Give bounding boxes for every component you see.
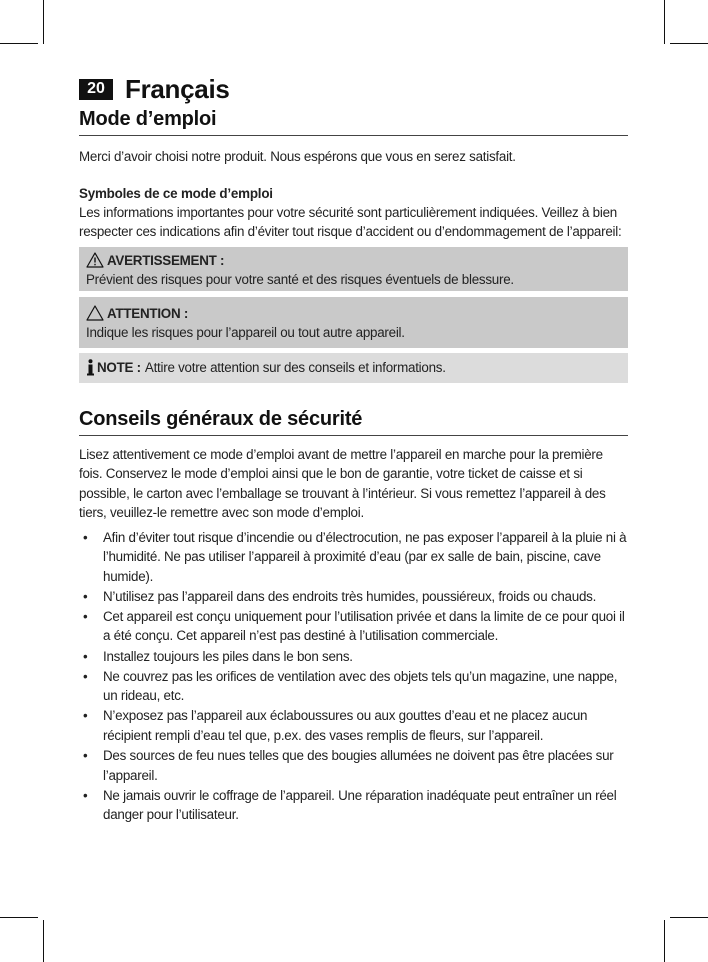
note-label: NOTE : bbox=[97, 359, 141, 375]
bullet-marker: • bbox=[83, 787, 88, 803]
crop-mark bbox=[43, 0, 44, 44]
bullet-marker: • bbox=[83, 668, 88, 684]
page-number: 20 bbox=[79, 79, 113, 100]
bullet-marker: • bbox=[83, 529, 88, 545]
intro-text: Merci d’avoir choisi notre produit. Nous espérons que vous en serez satisfait. bbox=[79, 149, 516, 164]
warning-text: Prévient des risques pour votre santé et des risques éventuels de blessure. bbox=[86, 272, 514, 287]
note-text: Attire votre attention sur des conseils et informations. bbox=[144, 359, 446, 375]
safety-section bbox=[79, 408, 628, 825]
page-header bbox=[79, 74, 628, 104]
warning-triangle-icon bbox=[86, 252, 104, 268]
crop-mark bbox=[664, 920, 665, 962]
crop-mark bbox=[43, 920, 44, 962]
warning-box bbox=[79, 247, 628, 291]
safety-list bbox=[79, 528, 628, 825]
attention-box bbox=[79, 297, 628, 348]
attention-triangle-icon bbox=[86, 305, 104, 321]
list-item: • Des sources de feu nues telles que des bougies allumées ne doivent pas être placées sur l’appareil. bbox=[83, 748, 614, 783]
list-item: • Ne couvrez pas les orifices de ventilation avec des objets tels qu’un magazine, une nappe, un rideau, etc. bbox=[83, 668, 618, 704]
section-title-securite: Conseils généraux de sécurité bbox=[79, 408, 628, 436]
symbols-heading: Symboles de ce mode d’emploi bbox=[79, 185, 273, 201]
bullet-marker: • bbox=[83, 748, 88, 764]
bullet-marker: • bbox=[83, 648, 88, 664]
list-item: • Installez toujours les piles dans le bon sens. bbox=[79, 647, 628, 667]
crop-mark bbox=[670, 43, 708, 44]
list-item: • Cet appareil est conçu uniquement pour l’utilisation privée et dans la limite de ce pour quoi il a été conçu. Cet appareil n’est pas destiné à l’utilisation commerciale. bbox=[83, 608, 625, 644]
bullet-marker: • bbox=[83, 608, 88, 624]
crop-mark bbox=[0, 43, 38, 44]
warning-title: AVERTISSEMENT : bbox=[107, 252, 225, 268]
note-box bbox=[79, 353, 628, 383]
section-title-mode-emploi: Mode d’emploi bbox=[79, 108, 628, 136]
attention-title: ATTENTION : bbox=[107, 305, 189, 321]
bullet-marker: • bbox=[83, 708, 88, 724]
list-item: • Ne jamais ouvrir le coffrage de l’appareil. Une réparation inadéquate peut entraîner un réel danger pour l’utilisateur. bbox=[83, 787, 617, 823]
crop-mark bbox=[670, 917, 708, 918]
list-item: • N’utilisez pas l’appareil dans des endroits très humides, poussiéreux, froids ou chauds. bbox=[79, 587, 628, 607]
crop-mark bbox=[664, 0, 665, 44]
safety-intro: Lisez attentivement ce mode d’emploi avant de mettre l’appareil en marche pour la première fois. Conservez le mode d’emploi ainsi que le bon de garantie, votre ticket de caisse et si possible, le carton avec l’emballage se trouvant à l’intérieur. Si vous remettez l’appareil à des tiers, veuillez-le remettre avec son mode d’emploi. bbox=[79, 446, 606, 520]
info-icon bbox=[86, 359, 95, 376]
list-item: • N’exposez pas l’appareil aux éclaboussures ou aux gouttes d’eau et ne placez aucun récipient rempli d’eau tel que, p.ex. des vases remplis de fleurs, sur l’appareil. bbox=[83, 708, 588, 743]
bullet-marker: • bbox=[83, 588, 88, 604]
symbols-text: Les informations importantes pour votre sécurité sont particulièrement indiquées. Veillez à bien respecter ces indications afin d’éviter tout risque d’accident ou d’endommagement de l’appareil: bbox=[79, 204, 622, 239]
language-title: Français bbox=[125, 73, 230, 104]
list-item: • Afin d’éviter tout risque d’incendie ou d’électrocution, ne pas exposer l’appareil à la pluie ni à l’humidité. Ne pas utiliser l’appareil à proximité d’eau (par ex salle de bain, piscine, cave humide). bbox=[83, 529, 627, 584]
crop-mark bbox=[0, 917, 38, 918]
attention-text: Indique les risques pour l’appareil ou tout autre appareil. bbox=[86, 325, 405, 340]
page-content bbox=[79, 74, 628, 825]
